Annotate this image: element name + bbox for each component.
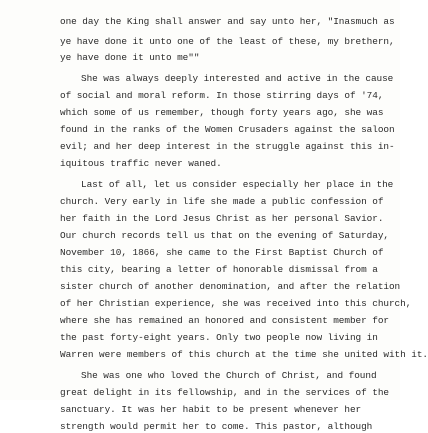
text-line: ye have done it unto me"" <box>60 52 200 63</box>
text-line: of her Christian experience, she was received into this church, <box>60 298 412 309</box>
text-line: the past forty-eight years. Only two people now living in <box>60 332 378 343</box>
text-line: ye have done it unto one of the least of these, my brethern, <box>60 36 395 47</box>
text-line: She was one who loved the Church of Christ, and found <box>81 370 377 381</box>
text-line: iquitous traffic never waned. <box>60 158 222 169</box>
text-line: She was always deeply interested and active in the cause <box>81 73 394 84</box>
text-line: sanctuary. It was her habit to be present whenever her <box>60 404 362 415</box>
text-line: which some of us remember, though forty years ago, she was <box>60 107 384 118</box>
text-line: strength would permit her to come. This pastor, although <box>60 421 373 432</box>
text-line: this city, bearing a letter of honorable dismissal from a <box>60 264 378 275</box>
text-line: Our church records tell us that on the evening of Saturday, <box>60 230 389 241</box>
text-line: her faith in the Lord Jesus Christ as her personal Savior. <box>60 213 384 224</box>
text-line: Warren were members of this church at the time she united with it. <box>60 349 428 360</box>
text-line: of social and moral reform. In those stirring days of '74, <box>60 90 384 101</box>
text-line: where she has remained an honored and consistent member for <box>60 315 389 326</box>
text-line: found in the ranks of the Women Crusaders against the saloon <box>60 124 395 135</box>
text-line: church. Very early in life she made a public confession of <box>60 196 384 207</box>
text-line: Last of all, let us consider especially her place in the <box>81 179 394 190</box>
text-line: November 10, 1866, she came to the First Baptist Church of <box>60 247 384 258</box>
text-line: sister church of another denomination, and after the relation <box>60 281 401 292</box>
text-line: great delight in its fellowship, and in the services of the <box>60 387 389 398</box>
text-line: evil; and her deep interest in the struggle against this in- <box>60 141 395 152</box>
text-line: one day the King shall answer and say unto her, "Inasmuch as <box>60 16 395 27</box>
